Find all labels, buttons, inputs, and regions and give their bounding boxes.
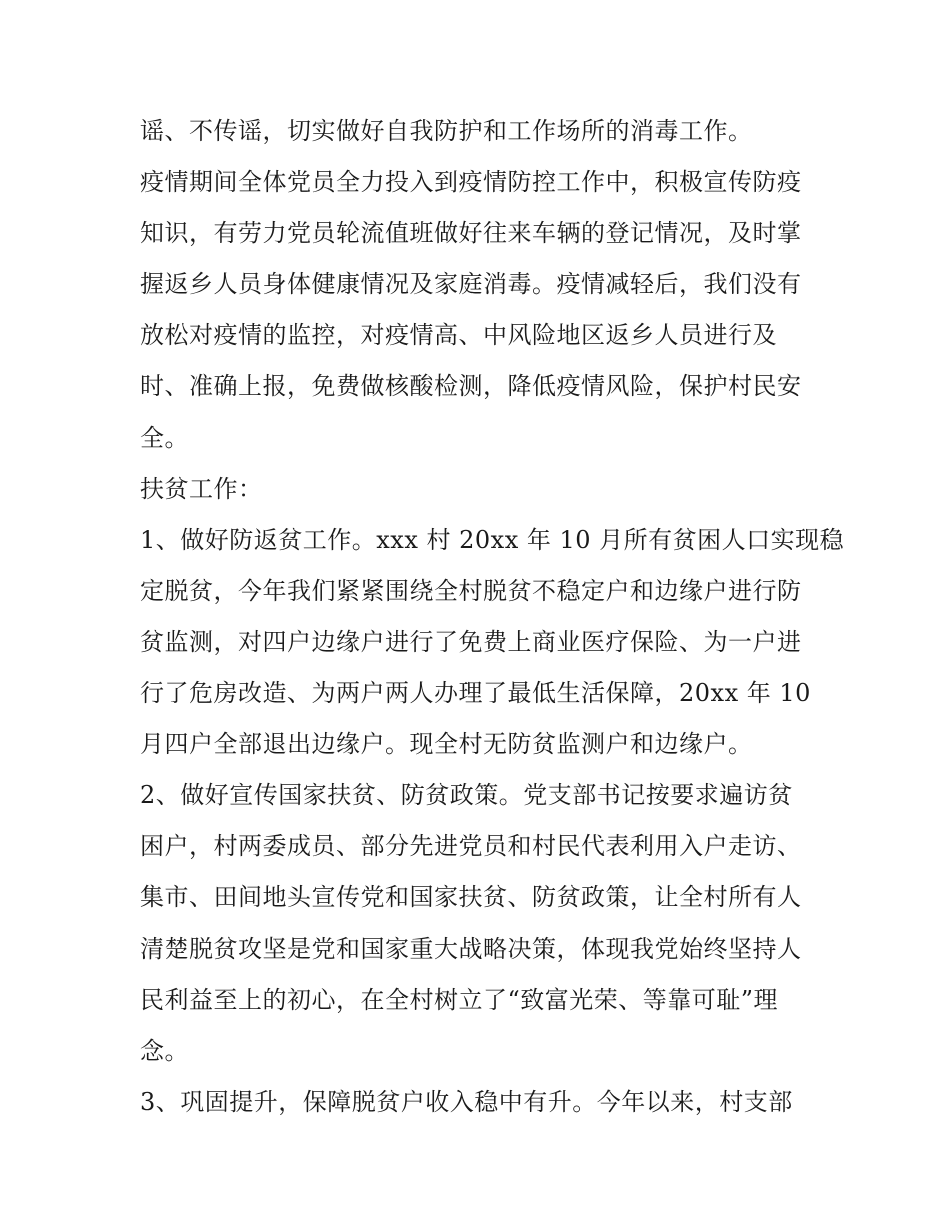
text-line: 放松对疫情的监控，对疫情高、中风险地区返乡人员进行及 (140, 321, 777, 350)
text-line: 谣、不传谣，切实做好自我防护和工作场所的消毒工作。 (140, 117, 753, 145)
text-line: 月四户全部退出边缘户。现全村无防贫监测户和边缘户。 (140, 730, 753, 759)
text-line: 清楚脱贫攻坚是党和国家重大战略决策，体现我党始终坚持人 (140, 934, 802, 963)
text-line: 全。 (140, 423, 189, 452)
text-line: 1、做好防返贫工作。xxx 村 20xx 年 10 月所有贫困人口实现稳 (140, 525, 845, 554)
text-line: 定脱贫，今年我们紧紧围绕全村脱贫不稳定户和边缘户进行防 (140, 576, 802, 605)
text-line: 念。 (140, 1036, 189, 1065)
section-heading: 扶贫工作： (140, 474, 263, 503)
text-line: 民利益至上的初心，在全村树立了“致富光荣、等靠可耻”理 (140, 985, 779, 1014)
text-line: 困户，村两委成员、部分先进党员和村民代表利用入户走访、 (140, 832, 802, 861)
text-line: 疫情期间全体党员全力投入到疫情防控工作中，积极宣传防疫 (140, 168, 802, 197)
text-line: 集市、田间地头宣传党和国家扶贫、防贫政策，让全村所有人 (140, 883, 802, 912)
text-line: 时、准确上报，免费做核酸检测，降低疫情风险，保护村民安 (140, 372, 802, 401)
text-line: 3、巩固提升，保障脱贫户收入稳中有升。今年以来，村支部 (140, 1087, 793, 1116)
text-line: 行了危房改造、为两户两人办理了最低生活保障，20xx 年 10 (140, 679, 811, 708)
text-line: 知识，有劳力党员轮流值班做好往来车辆的登记情况，及时掌 (140, 219, 802, 248)
text-line: 2、做好宣传国家扶贫、防贫政策。党支部书记按要求遍访贫 (140, 781, 793, 810)
text-line: 贫监测，对四户边缘户进行了免费上商业医疗保险、为一户进 (140, 627, 802, 656)
text-line: 握返乡人员身体健康情况及家庭消毒。疫情减轻后，我们没有 (140, 270, 802, 299)
document-body (140, 106, 845, 1128)
